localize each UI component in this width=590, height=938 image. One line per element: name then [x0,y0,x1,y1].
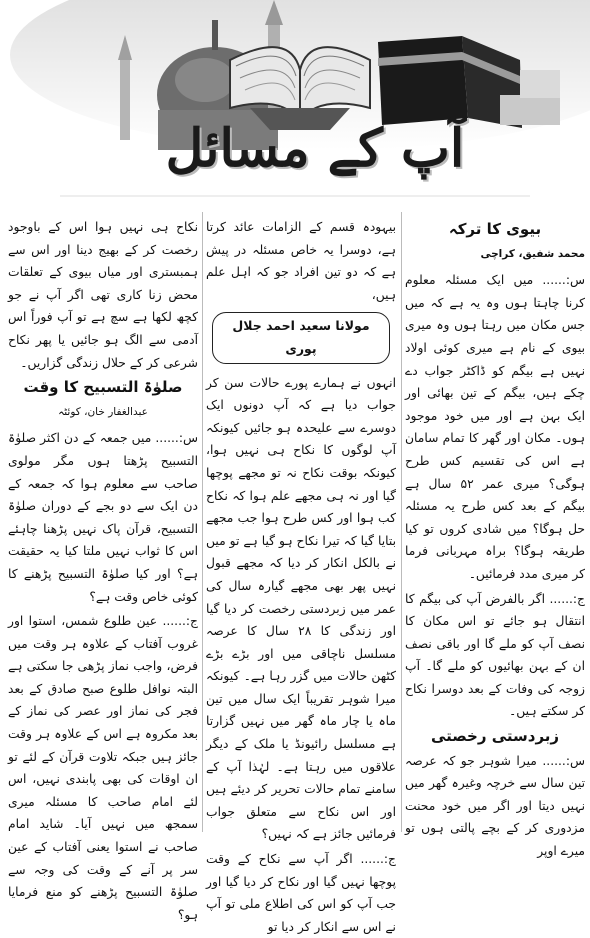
answer-text: نکاح ہی نہیں ہوا اس کے باوجود رخصت کر کے بھیج دینا اور اس سے ہمبستری اور میاں بیوی کے تعلقات محض زنا کاری تھی اگر آپ نے جو کچھ لکھا ہے سچ ہے تو آپ فوراً اس آدمی سے الگ ہو جائیں یا پھر نکاح شرعی کر کے حلال زندگی گزاریں۔ [8,220,198,370]
section-heading: بیوی کا ترکہ [448,220,542,238]
header-banner [0,0,590,205]
answer-text: ج:...... اگر بالفرض آپ کی بیگم کا انتقال ہو جائے تو اس مکان کا نصف آپ کو ملے گا اور باقی نصف ان کے بہن بھائیوں کو ملے گا۔ آپ زوجہ کی وفات کے بعد دوسرا نکاح کر سکتے ہیں۔ [405,591,585,719]
question-text: انہوں نے ہمارے پورے حالات سن کر جواب دیا ہے کہ آپ دونوں ایک دوسرے سے علیحدہ ہو جائیں کیونکہ آپ لوگوں کا نکاح ہی نہیں ہوا، کیونکہ بوقت نکاح نہ تو مجھے پوچھا گیا اور نہ ہی مجھے علم ہوا کہ نکاح کب ہوا اور کس طرح ہوا جب مجھے بتایا گیا کہ تیرا نکاح ہو گیا ہے تو میں نے بالکل انکار کر دیا کہ مجھے قبول نہیں پھر بھی مجھے گیارہ سال کی عمر میں زبردستی رخصت کر دیا گیا اور زندگی کا ۲۸ سال کا عرصہ مسلسل ناچاقی میں اور بڑے بڑے کٹھن حالات میں گزر رہا ہے۔ کیونکہ میرا شوہر تقریباً ایک سال میں تین ماہ یا چار ماہ گھر میں نہیں گزارتا ہے مسلسل رائیونڈ یا ملک کے دیگر علاقوں میں رہتا ہے۔ لہٰذا آپ کے سامنے تمام حالات تحریر کر دیئے ہیں اور اس نکاح سے متعلق جواب فرمائیں جائز ہے کہ نہیں؟ [206,375,396,842]
question-text: س:...... میں ایک مسئلہ معلوم کرنا چاہتا ہوں وہ یہ ہے کہ میں جس مکان میں رہتا ہوں وہ میری بیوی کے نام ہے میری کوئی اولاد نہیں ہے بیگم کو ڈاکٹر جواب دے چکے ہیں، بیگم کے تین بھائی اور ایک بہن ہے اور میں خود موجود ہوں۔ مکان اور گھر کا تمام سامان ہے اس کی تقسیم کس طرح ہوگی؟ میری عمر ۵۲ سال ہے بیگم کے بعد کس طرح یہ مسئلہ حل ہوگا؟ میں شادی کروں تو کیا طریقہ ہوگا؟ براہ مہربانی فرما کر میری مدد فرمائیں۔ [405,273,585,581]
question-author: عبدالغفار خان، کوئٹہ [58,405,148,418]
article-column-right [405,216,585,859]
page-title: آپ کے مسائل [165,118,465,179]
question-text: بیہودہ قسم کے الزامات عائد کرتا ہے، دوسرا یہ خاص مسئلہ در پیش ہے کہ دو تین افراد جو کہ اہل علم ہیں، [206,220,396,302]
article-column-left [8,216,198,922]
article-column-middle [206,216,396,934]
answerer-name-badge: مولانا سعید احمد جلال پوری [212,312,390,363]
section-heading: صلوٰۃ التسبیح کا وقت [23,378,183,397]
question-author: محمد شفیق، کراچی [480,247,585,260]
column-divider [202,212,203,832]
answer-text: ج:...... عین طلوع شمس، استوا اور غروب آفتاب کے علاوہ ہر وقت میں فرض، واجب نماز پڑھی جا سکتی ہے البتہ نوافل طلوع صبح صادق کے بعد فجر کی نماز اور عصر کی نماز کے بعد مکروہ ہے اس کے علاوہ ہر وقت جائز ہیں جبکہ تلاوت قرآن کے لئے تو ان اوقات کی بھی پابندی نہیں، اس لئے امام صاحب کا مسئلہ میری سمجھ میں نہیں آیا۔ شاید امام صاحب نے استوا یعنی آفتاب کے عین سر پر آنے کے وقت کی وجہ سے صلوٰۃ التسبیح پڑھنے کو منع فرمایا ہو؟ [8,614,198,922]
answer-text: ج:...... اگر آپ سے نکاح کے وقت پوچھا نہیں گیا اور نکاح کر دیا گیا اور جب آپ کو اس کی اطلاع ملی تو آپ نے اس سے انکار کر دیا تو [206,852,396,934]
column-divider [401,212,402,832]
question-text: س:...... میرا شوہر جو کہ عرصہ تین سال سے خرچہ وغیرہ گھر میں نہیں دیتا اور اگر میں خود محنت مزدوری کر کے بچے پالتی ہوں تو میرے اوپر [405,753,585,859]
section-heading: زبردستی رخصتی [430,727,560,746]
question-text: س:...... میں جمعہ کے دن اکثر صلوٰۃ التسبیح پڑھتا ہوں مگر مولوی صاحب سے معلوم ہوا کہ جمعہ کے دن ایک سے دو بجے کے دوران صلوٰۃ التسبیح، قرآن پاک نہیں پڑھنا چاہئے اس کا ثواب نہیں ملتا کیا یہ حقیقت ہے؟ اور کیا صلوٰۃ التسبیح پڑھنے کا کوئی خاص وقت ہے؟ [8,431,198,604]
